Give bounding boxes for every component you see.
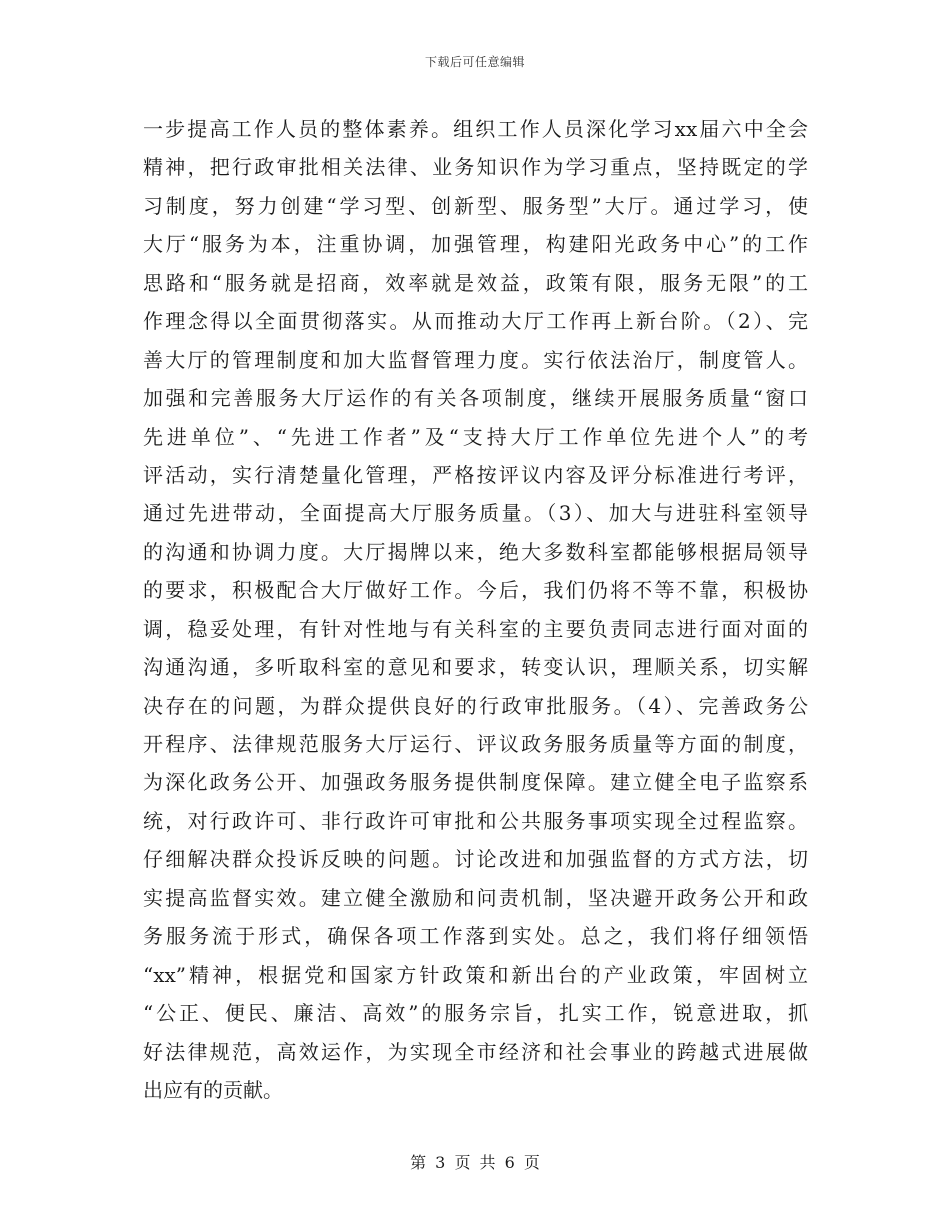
text-line: 一步提高工作人员的整体素养。组织工作人员深化学习xx届六中全会: [143, 117, 808, 141]
text-line: 的要求，积极配合大厅做好工作。今后，我们仍将不等不靠，积极协: [143, 578, 808, 603]
text-line: 仔细解决群众投诉反映的问题。讨论改进和加强监督的方式方法，切: [143, 847, 808, 872]
text-line: 作理念得以全面贯彻落实。从而推动大厅工作再上新台阶。（2）、完: [143, 309, 808, 334]
text-line: 通过先进带动，全面提高大厅服务质量。（3）、加大与进驻科室领导: [143, 501, 808, 526]
text-line: 开程序、法律规范服务大厅运行、评议政务服务质量等方面的制度，: [143, 732, 808, 756]
text-line: 精神，把行政审批相关法律、业务知识作为学习重点，坚持既定的学: [143, 155, 808, 180]
text-line: 先进单位”、“先进工作者”及“支持大厅工作单位先进个人”的考: [143, 424, 808, 449]
text-line: 评活动，实行清楚量化管理，严格按评议内容及评分标准进行考评，: [143, 462, 808, 487]
page-number-footer: 第 3 页 共 6 页: [410, 1153, 540, 1172]
text-line: 善大厅的管理制度和加大监督管理力度。实行依法治厅，制度管人。: [143, 347, 808, 372]
text-line: 习制度，努力创建“学习型、创新型、服务型”大厅。通过学习，使: [143, 193, 808, 218]
text-line: 出应有的贡献。: [143, 1077, 283, 1102]
text-line: 沟通沟通，多听取科室的意见和要求，转变认识，理顺关系，切实解: [143, 655, 808, 680]
text-line: 思路和“服务就是招商，效率就是效益，政策有限，服务无限”的工: [143, 270, 808, 295]
text-line: 决存在的问题，为群众提供良好的行政审批服务。（4）、完善政务公: [143, 693, 808, 718]
text-line: 加强和完善服务大厅运作的有关各项制度，继续开展服务质量“窗口: [143, 386, 808, 411]
text-line: 大厅“服务为本，注重协调，加强管理，构建阳光政务中心”的工作: [143, 232, 808, 257]
text-line: 的沟通和协调力度。大厅揭牌以来，绝大多数科室都能够根据局领导: [143, 539, 808, 564]
text-line: 调，稳妥处理，有针对性地与有关科室的主要负责同志进行面对面的: [143, 616, 808, 641]
text-line: 实提高监督实效。建立健全激励和问责机制，坚决避开政务公开和政: [143, 885, 808, 910]
text-line: 统，对行政许可、非行政许可审批和公共服务事项实现全过程监察。: [143, 808, 808, 833]
text-line: “xx”精神，根据党和国家方针政策和新出台的产业政策，牢固树立: [143, 962, 808, 987]
document-body: [143, 110, 808, 1109]
page-header: 下载后可任意编辑: [424, 55, 525, 69]
text-line: 好法律规范，高效运作，为实现全市经济和社会事业的跨越式进展做: [143, 1039, 808, 1064]
text-line: “公正、便民、廉洁、高效”的服务宗旨，扎实工作，锐意进取，抓: [143, 1001, 808, 1026]
text-line: 为深化政务公开、加强政务服务提供制度保障。建立健全电子监察系: [143, 770, 808, 795]
text-line: 务服务流于形式，确保各项工作落到实处。总之，我们将仔细领悟: [143, 924, 808, 949]
